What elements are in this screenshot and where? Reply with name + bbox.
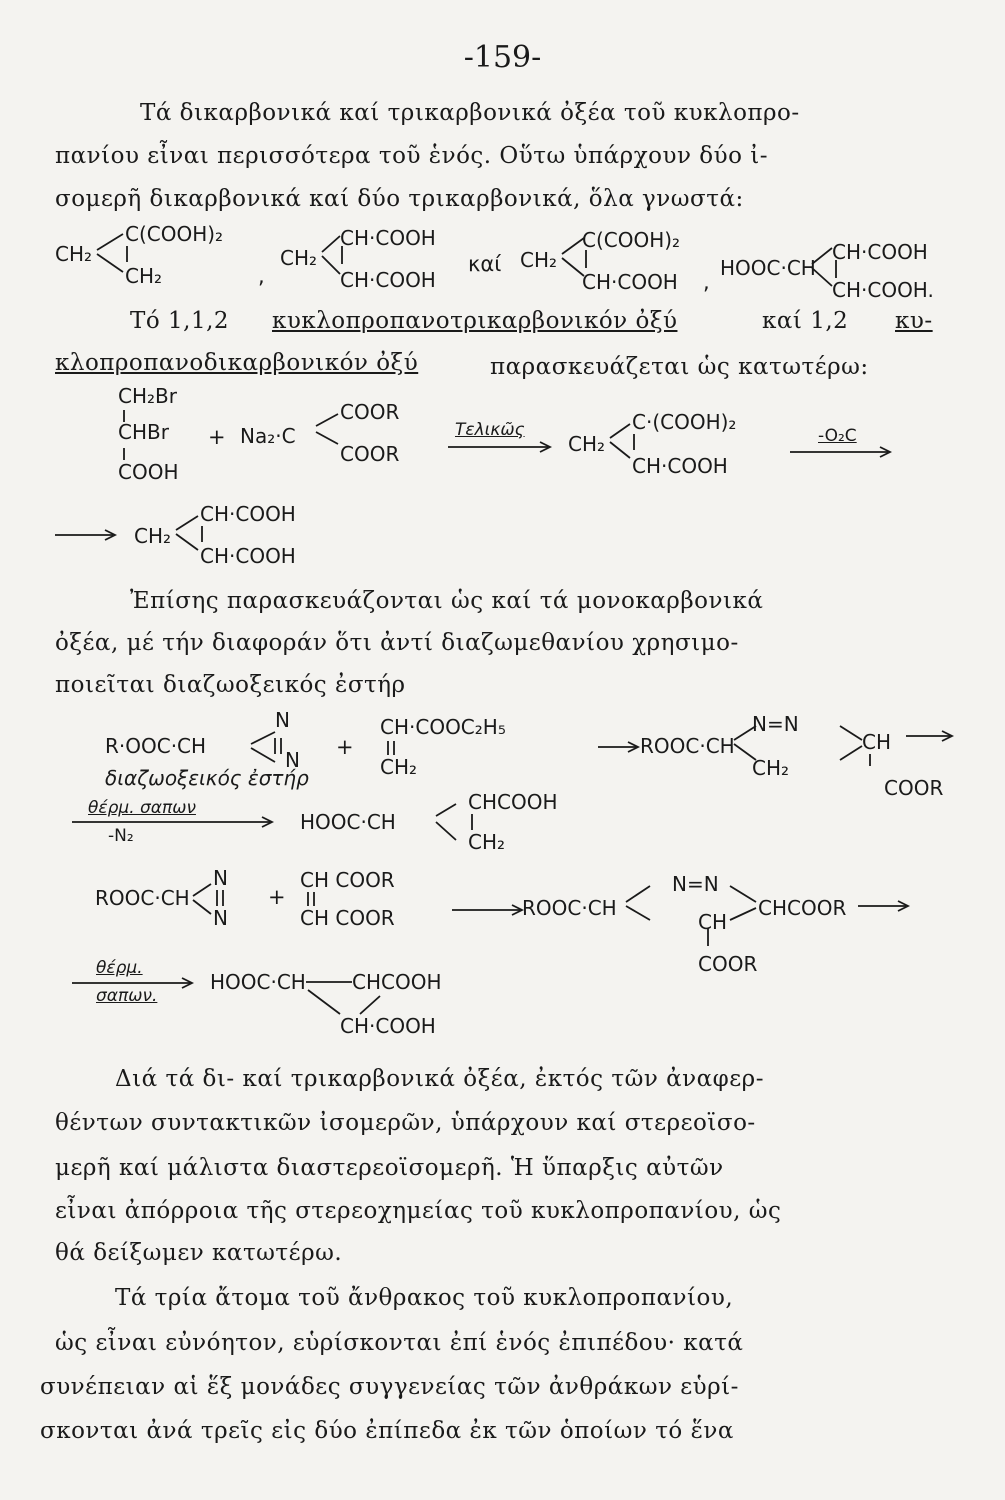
arrow-label-decarboxylation: -O₂C <box>818 426 857 446</box>
arrow-label-heat: θέρμ. <box>96 958 143 978</box>
para3-line1: Ἐπίσης παρασκευάζονται ὡς καί τά μονοκαρβονικά <box>130 588 764 614</box>
para4-line3: μερῆ καί μάλιστα διαστερεοϊσομερῆ. Ἡ ὕπαρξις αὐτῶν <box>55 1155 724 1181</box>
reaction-arrow-2 <box>790 445 900 459</box>
arrow-label-finally: Τελικῶς <box>455 420 525 440</box>
word-and: καί <box>468 252 502 276</box>
para5-line3: συνέπειαν αἱ ἕξ μονάδες συγγενείας τῶν ἀνθράκων εὑρί- <box>40 1374 739 1400</box>
para1-line1: Τά δικαρβονικά καί τρικαρβονικά ὀξέα τοῦ κυκλοπρο- <box>140 100 800 126</box>
arrow-label-heat-saponification-1: θέρμ. σαπων <box>88 798 196 818</box>
comma-1: , <box>258 264 265 288</box>
para2-line1-a: Τό 1,1,2 <box>130 308 230 334</box>
reaction-arrow-7 <box>72 976 202 990</box>
page-number: -159- <box>463 40 542 75</box>
plus-1: + <box>208 425 226 449</box>
para5-line1: Τά τρία ἄτομα τοῦ ἄνθρακος τοῦ κυκλοπροπανίου, <box>115 1285 734 1311</box>
para2-line1-c: κυ- <box>895 308 933 334</box>
para4-line1: Διά τά δι- καί τρικαρβονικά ὀξέα, ἐκτός τῶν ἀναφερ- <box>115 1066 764 1092</box>
para5-line2: ὡς εἶναι εὐνόητον, εὑρίσκονται ἐπί ἑνός ἐπιπέδου· κατά <box>55 1330 744 1356</box>
para4-line4: εἶναι ἀπόρροια τῆς στερεοχημείας τοῦ κυκλοπροπανίου, ὡς <box>55 1198 782 1224</box>
para4-line2: θέντων συντακτικῶν ἰσομερῶν, ὑπάρχουν καί στερεοϊσο- <box>55 1110 756 1136</box>
para2-line2-b: παρασκευάζεται ὡς κατωτέρω: <box>490 354 869 380</box>
para3-line3: ποιεῖται διαζωοξεικός ἐστήρ <box>55 672 406 698</box>
para2-line1-b: καί 1,2 <box>762 308 849 334</box>
reaction-arrow-6 <box>452 903 532 917</box>
plus-3: + <box>268 885 286 909</box>
para1-line2: πανίου εἶναι περισσότερα τοῦ ἑνός. Οὕτω ὑπάρχουν δύο ἰ- <box>55 143 769 169</box>
page: -159- Τά δικαρβονικά καί τρικαρβονικά ὀξέα τοῦ κυκλοπρο- πανίου εἶναι περισσότερα τοῦ ἑνός. Οὕτω ὑπάρχουν δύο ἰ- σομερῆ δικαρβονικά καί δύο τρικαρβονικά, ὅλα γνωστά: CH₂ C(COOH)₂ CH₂ , CH₂ CH·COOH CH·COOH καί CH₂ C(COOH)₂ CH·COOH , HOOC·CH CH·COOH CH·COOH. Τό 1,1,2 κυκλοπροπανοτρικαρβονικόν ὀξύ καί 1,2 κυ- κλοπροπανοδικαρβονικόν ὀξύ παρασκευάζεται ὡς κατωτέρω: CH₂Br CHBr COOH + Na₂·C COOR COOR Τελικῶς CH₂ C·(COOH)₂ CH·COOH -O₂C CH₂ CH·COOH CH·COOH Ἐπίσης παρασκευάζονται ὡς καί τά μονοκαρβονικά ὀξέα, μέ τήν διαφοράν ὅτι ἀντί διαζωμεθανίου χρησιμο- ποιεῖται διαζωοξεικός ἐστήρ N R·OOC·CH N διαζωοξεικός ἐστήρ + CH·COOC₂H₅ CH₂ ROOC·CH N=N CH₂ CH COOR θέρμ. σαπων -N₂ HOOC·CH CHCOOH CH₂ N ROOC·CH N + CH COOR CH COOR ROOC·CH N=N CH COOR CHCOOR θέρμ. σαπων. HOOC·CH CHCOOH CH·COOH Διά τά δι- καί τρικαρβονικά ὀξέα, ἐκτός τῶν ἀναφερ- θέντων συντακτικῶν ἰσομερῶν, ὑπάρχουν καί στερεοϊσο- μερῆ καί μάλιστα διαστερεοϊσομερῆ. Ἡ ὕπαρξις αὐτῶν εἶναι ἀπόρροια τῆς στερεοχημείας τοῦ κυκλοπροπανίου, ὡς θά δείξωμεν κατωτέρω. Τά τρία ἄτομα τοῦ ἄνθρακος τοῦ κυκλοπροπανίου, ὡς εἶναι εὐνόητον, εὑρίσκονται ἐπί ἑνός ἐπιπέδου· κατά συνέπειαν αἱ ἕξ μονάδες συγγενείας τῶν ἀνθράκων εὑρί- σκονται ἀνά τρεῖς εἰς δύο ἐπίπεδα ἐκ τῶν ὁποίων τό ἕνα <box>0 0 1005 1500</box>
reaction-arrow-1 <box>448 440 558 454</box>
reaction-arrow-5 <box>72 815 282 829</box>
plus-2: + <box>336 735 354 759</box>
para2-line1-underlined: κυκλοπροπανοτρικαρβονικόν ὀξύ <box>272 308 678 334</box>
arrow-label-minus-n2: -N₂ <box>108 826 134 846</box>
para5-line4: σκονται ἀνά τρεῖς εἰς δύο ἐπίπεδα ἐκ τῶν ὁποίων τό ἕνα <box>40 1418 734 1444</box>
reaction-arrow-3 <box>55 528 125 542</box>
para1-line3: σομερῆ δικαρβονικά καί δύο τρικαρβονικά, ὅλα γνωστά: <box>55 186 744 212</box>
comma-2: , <box>703 270 710 294</box>
para4-line5: θά δείξωμεν κατωτέρω. <box>55 1240 343 1266</box>
para3-line2: ὀξέα, μέ τήν διαφοράν ὅτι ἀντί διαζωμεθανίου χρησιμο- <box>55 630 739 656</box>
para2-line2-underlined: κλοπροπανοδικαρβονικόν ὀξύ <box>55 350 419 376</box>
arrow-label-saponification: σαπων. <box>96 986 158 1006</box>
